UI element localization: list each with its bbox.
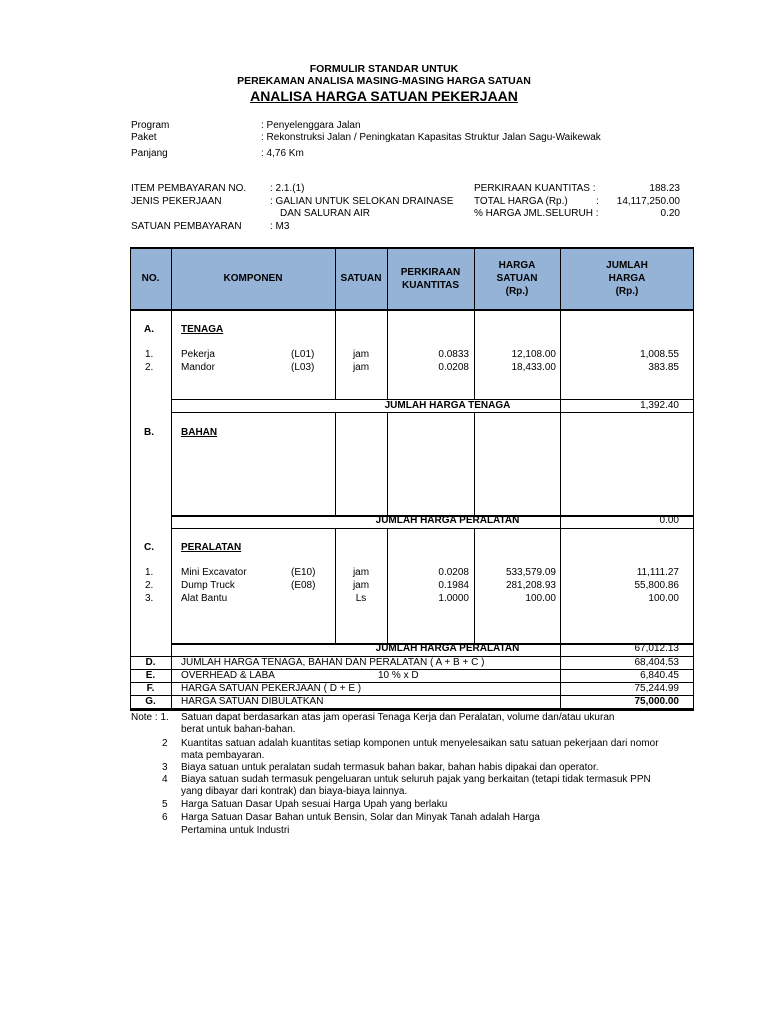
analysis-table <box>130 247 694 711</box>
summary-g-label: HARGA SATUAN DIBULATKAN <box>181 696 324 707</box>
pct-harga-label: % HARGA JML.SELURUH : <box>474 208 599 219</box>
header-jumlah-harga: JUMLAH HARGA (Rp.) <box>606 260 648 297</box>
note-1-line-1: Satuan dapat berdasarkan atas jam operasi Tenaga Kerja dan Peralatan, volume dan/atau ukuran <box>181 712 615 723</box>
peralatan-row-2-name: Dump Truck <box>181 580 235 591</box>
perkiraan-label: PERKIRAAN KUANTITAS : <box>474 183 596 194</box>
note-6-line-2: Pertamina untuk Industri <box>181 825 290 836</box>
item-label: ITEM PEMBAYARAN NO. <box>131 183 247 194</box>
total-harga-value: 14,117,250.00 <box>616 196 680 207</box>
tenaga-row-1-qty: 0.0833 <box>438 349 469 360</box>
table-border-left <box>130 247 131 711</box>
peralatan-row-2-no: 2. <box>145 580 154 591</box>
summary-d-label: JUMLAH HARGA TENAGA, BAHAN DAN PERALATAN ( A + B + C ) <box>181 657 485 668</box>
summary-e-label: OVERHEAD & LABA <box>181 670 275 681</box>
jenis-label: JENIS PEKERJAAN <box>131 196 222 207</box>
peralatan-row-1-qty: 0.0208 <box>438 567 469 578</box>
summary-e-letter: E. <box>145 670 156 681</box>
col-divider-harga-1 <box>474 247 475 399</box>
note-6-num: 6 <box>162 812 168 823</box>
section-c-title: PERALATAN <box>181 542 242 553</box>
peralatan-row-3-price: 100.00 <box>525 593 556 604</box>
panjang-value: : 4,76 Km <box>261 148 304 159</box>
program-value: : Penyelenggara Jalan <box>261 120 361 131</box>
peralatan-row-3-no: 3. <box>145 593 154 604</box>
tenaga-row-2-unit: jam <box>352 362 370 373</box>
note-2-num: 2 <box>162 738 168 749</box>
tenaga-row-2-name: Mandor <box>181 362 215 373</box>
peralatan-row-1-name: Mini Excavator <box>181 567 247 578</box>
note-2-line-1: Kuantitas satuan adalah kuantitas setiap komponen untuk menyelesaikan satu satuan pekerjaan dari nomor <box>181 738 659 749</box>
peralatan-row-3-qty: 1.0000 <box>438 593 469 604</box>
col-divider-satuan-1 <box>335 247 336 399</box>
peralatan-row-1-unit: jam <box>352 567 370 578</box>
peralatan-row-2-price: 281,208.93 <box>505 580 556 591</box>
table-border-bottom <box>130 708 694 711</box>
section-c-letter: C. <box>144 542 154 553</box>
note-3-num: 3 <box>162 762 168 773</box>
tenaga-row-1-price: 12,108.00 <box>511 349 556 360</box>
panjang-label: Panjang <box>131 148 168 159</box>
col-divider-harga-2 <box>474 413 475 515</box>
col-divider-perk-1 <box>387 247 388 399</box>
note-3-line-1: Biaya satuan untuk peralatan sudah termasuk bahan bakar, bahan habis dipakai dan operator. <box>181 762 599 773</box>
table-border-top <box>130 247 694 249</box>
header-satuan: SATUAN <box>340 273 382 284</box>
tenaga-row-1-code: (L01) <box>291 349 315 360</box>
summary-e-value: 6,840.45 <box>640 670 679 681</box>
tenaga-row-1-name: Pekerja <box>181 349 215 360</box>
summary-f-label: HARGA SATUAN PEKERJAAN ( D + E ) <box>181 683 362 694</box>
peralatan-row-3-unit: Ls <box>355 593 367 604</box>
tenaga-row-2-price: 18,433.00 <box>511 362 556 373</box>
peralatan-sum-value: 67,012.13 <box>634 643 679 654</box>
note-5-num: 5 <box>162 799 168 810</box>
col-divider-satuan-2 <box>335 413 336 515</box>
peralatan-row-3-total: 100.00 <box>648 593 679 604</box>
section-a-letter: A. <box>144 324 154 335</box>
header-harga-satuan: HARGA SATUAN (Rp.) <box>496 260 538 297</box>
tenaga-row-1-total: 1,008.55 <box>640 349 679 360</box>
note-1-line-2: berat untuk bahan-bahan. <box>181 724 296 735</box>
item-value: : 2.1.(1) <box>270 183 305 194</box>
perkiraan-value: 188.23 <box>649 183 680 194</box>
note-2-line-2: mata pembayaran. <box>181 750 265 761</box>
peralatan-row-3-name: Alat Bantu <box>181 593 228 604</box>
tenaga-row-1-no: 1. <box>145 349 154 360</box>
paket-value: : Rekonstruksi Jalan / Peningkatan Kapasitas Struktur Jalan Sagu-Waikewak <box>261 132 601 143</box>
summary-e-pct: 10 % x D <box>378 670 419 681</box>
col-divider-jumlah <box>560 247 561 711</box>
satuan-label: SATUAN PEMBAYARAN <box>131 221 242 232</box>
peralatan-row-1-total: 11,111.27 <box>636 567 679 578</box>
jenis-value: : GALIAN UNTUK SELOKAN DRAINASE <box>270 196 454 207</box>
note-4-line-1: Biaya satuan sudah termasuk pengeluaran untuk seluruh pajak yang berkaitan (tetapi tidak termasuk PPN <box>181 774 651 785</box>
peralatan-row-2-total: 55,800.86 <box>634 580 679 591</box>
tenaga-sum-label: JUMLAH HARGA TENAGA <box>384 400 511 411</box>
program-label: Program <box>131 120 170 131</box>
jenis-value-cont: DAN SALURAN AIR <box>280 208 371 219</box>
peralatan-row-2-unit: jam <box>352 580 370 591</box>
header-komponen: KOMPONEN <box>223 273 283 284</box>
peralatan-row-2-qty: 0.1984 <box>438 580 469 591</box>
summary-g-letter: G. <box>145 696 156 707</box>
header-divider <box>130 309 694 311</box>
peralatan-row-2-code: (E08) <box>291 580 316 591</box>
tenaga-row-2-code: (L03) <box>291 362 315 373</box>
tenaga-sum-value: 1,392.40 <box>640 400 679 411</box>
tenaga-sum-bottom <box>171 412 694 413</box>
pct-harga-value: 0.20 <box>660 208 680 219</box>
note-4-num: 4 <box>162 774 168 785</box>
summary-f-letter: F. <box>146 683 155 694</box>
tenaga-row-2-no: 2. <box>145 362 154 373</box>
summary-d-value: 68,404.53 <box>634 657 679 668</box>
summary-d-letter: D. <box>145 657 156 668</box>
bahan-sum-value: 0.00 <box>659 515 679 526</box>
col-divider-perk-2 <box>387 413 388 515</box>
peralatan-row-1-no: 1. <box>145 567 154 578</box>
note-5-line-1: Harga Satuan Dasar Upah sesuai Harga Upah yang berlaku <box>181 799 448 810</box>
tenaga-row-2-qty: 0.0208 <box>438 362 469 373</box>
peralatan-row-1-code: (E10) <box>291 567 316 578</box>
bahan-sum-bottom <box>171 528 694 529</box>
note-6-line-1: Harga Satuan Dasar Bahan untuk Bensin, Solar dan Minyak Tanah adalah Harga <box>181 812 540 823</box>
total-harga-label: TOTAL HARGA (Rp.) <box>474 196 568 207</box>
total-harga-colon: : <box>596 196 599 207</box>
page-title: ANALISA HARGA SATUAN PEKERJAAN <box>250 88 518 104</box>
tenaga-row-2-total: 383.85 <box>648 362 679 373</box>
peralatan-sum-label: JUMLAH HARGA PERALATAN <box>375 643 520 654</box>
header-no: NO. <box>141 273 160 284</box>
paket-label: Paket <box>131 132 157 143</box>
header-perkiraan: PERKIRAAN KUANTITAS <box>400 266 461 291</box>
peralatan-row-1-price: 533,579.09 <box>505 567 556 578</box>
notes-prefix: Note : 1. <box>131 712 169 723</box>
section-b-title: BAHAN <box>181 427 218 438</box>
table-border-right <box>693 247 694 711</box>
tenaga-row-1-unit: jam <box>352 349 370 360</box>
summary-f-value: 75,244.99 <box>634 683 679 694</box>
bahan-sum-label: JUMLAH HARGA PERALATAN <box>375 515 520 526</box>
note-4-line-2: yang dibayar dari kontrak) dan biaya-biaya lainnya. <box>181 786 408 797</box>
col-divider-no <box>171 247 172 711</box>
section-b-letter: B. <box>144 427 154 438</box>
summary-g-value: 75,000.00 <box>634 696 679 707</box>
form-heading-1: FORMULIR STANDAR UNTUK <box>309 63 459 75</box>
satuan-value: : M3 <box>270 221 290 232</box>
section-a-title: TENAGA <box>181 324 224 335</box>
form-heading-2: PEREKAMAN ANALISA MASING-MASING HARGA SATUAN <box>237 75 531 87</box>
